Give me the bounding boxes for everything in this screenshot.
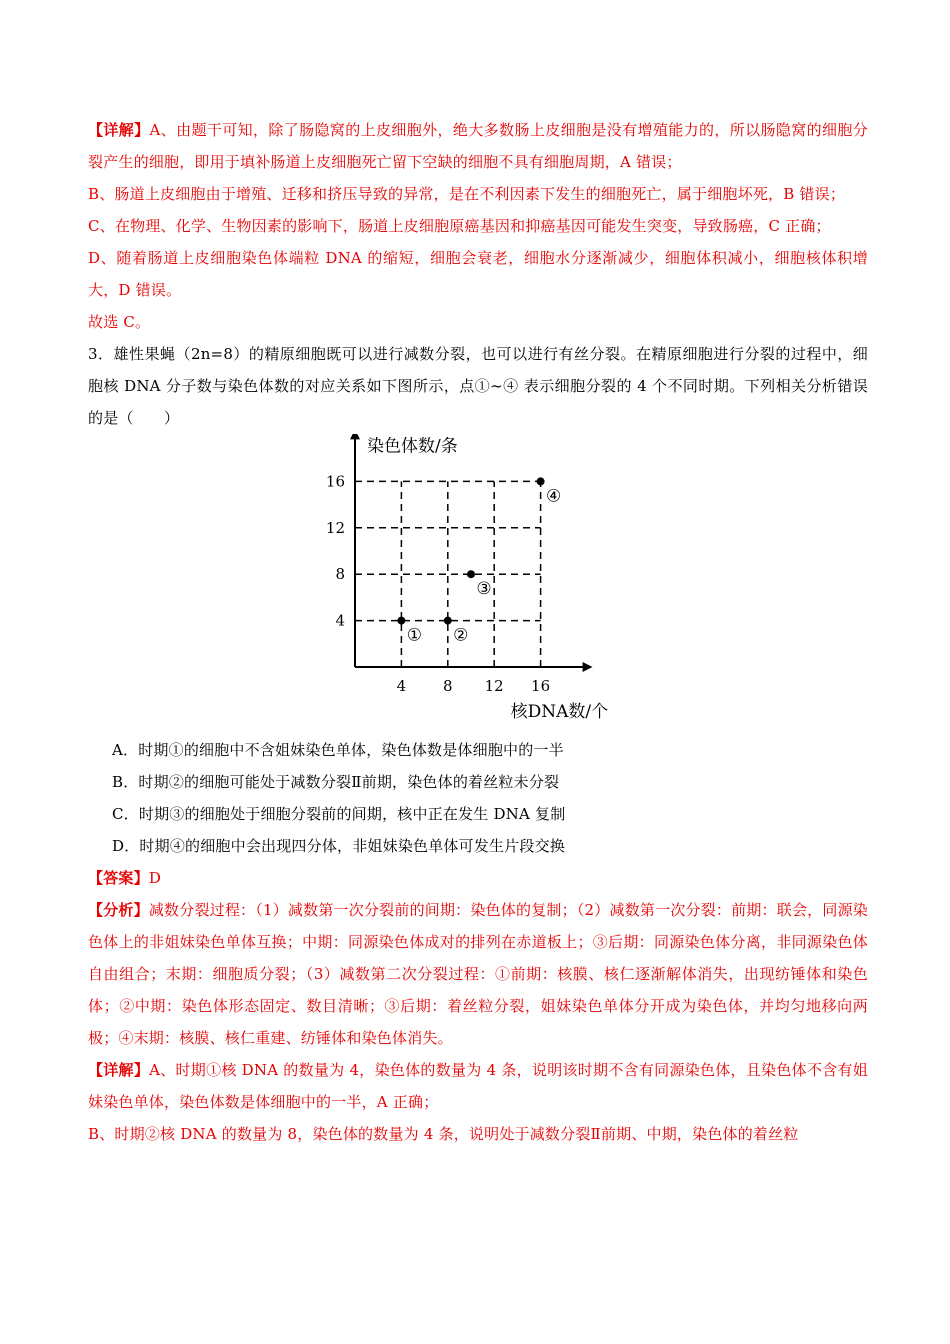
- answer-value: D: [148, 869, 162, 887]
- data-point: [444, 617, 452, 625]
- x-tick-label: 12: [484, 677, 504, 695]
- answer-line: [88, 862, 868, 894]
- y-tick-label: 4: [335, 611, 345, 630]
- chart-grid: [355, 481, 541, 667]
- x-tick-label: 4: [396, 677, 407, 695]
- detail2-tag: 【详解】: [88, 1061, 150, 1079]
- chart-figure: [88, 434, 868, 734]
- y-axis-label: 染色体数/条: [367, 436, 458, 457]
- chart-svg: [88, 434, 868, 734]
- detail-paragraph-a: 【详解】A、由题干可知，除了肠隐窝的上皮细胞外，绝大多数肠上皮细胞是没有增殖能力的，所以肠隐窝的细胞分裂产生的细胞，即用于填补肠道上皮细胞死亡留下空缺的细胞不具有细胞周期，A 错误；: [88, 121, 868, 171]
- x-tick-label: 16: [531, 677, 551, 695]
- option-a: A．时期①的细胞中不含姐妹染色单体，染色体数是体细胞中的一半: [112, 741, 564, 759]
- detail2-paragraph-a: 【详解】A、时期①核 DNA 的数量为 4，染色体的数量为 4 条，说明该时期不含有同源染色体，且染色体不含有姐妹染色单体，染色体数是体细胞中的一半，A 正确；: [88, 1061, 868, 1111]
- chart-ticks: [326, 472, 550, 695]
- data-point: [537, 477, 545, 485]
- y-tick-label: 16: [325, 472, 345, 491]
- option-b: B．时期②的细胞可能处于减数分裂Ⅱ前期，染色体的着丝粒未分裂: [112, 773, 560, 791]
- detail2-paragraph-b: B、时期②核 DNA 的数量为 8，染色体的数量为 4 条，说明处于减数分裂Ⅱ前期、中期，染色体的着丝粒: [88, 1125, 799, 1143]
- choice-line: 故选 C。: [88, 313, 151, 331]
- detail-paragraph-c: C、在物理、化学、生物因素的影响下，肠道上皮细胞原癌基因和抑癌基因可能发生突变，导致肠癌，C 正确；: [88, 217, 831, 235]
- data-point-label: ②: [453, 625, 469, 646]
- option-c: C．时期③的细胞处于细胞分裂前的间期，核中正在发生 DNA 复制: [112, 805, 566, 823]
- data-point-label: ④: [545, 486, 562, 507]
- data-point: [467, 570, 475, 578]
- y-tick-label: 12: [325, 518, 345, 537]
- detail-tag: 【详解】: [88, 121, 150, 139]
- question-stem: 3．雄性果蝇（2n=8）的精原细胞既可以进行减数分裂，也可以进行有丝分裂。在精原细胞进行分裂的过程中，细胞核 DNA 分子数与染色体数的对应关系如下图所示，点①~④ 表示细胞分裂的 4 个不同时期。下列相关分析错误的是（ ）: [88, 345, 868, 427]
- detail-paragraph-b: B、肠道上皮细胞由于增殖、迁移和挤压导致的异常，是在不利因素下发生的细胞死亡，属于细胞坏死，B 错误；: [88, 185, 846, 203]
- y-tick-label: 8: [335, 565, 345, 584]
- document-page: [88, 114, 868, 1150]
- option-d: D．时期④的细胞中会出现四分体，非姐妹染色单体可发生片段交换: [112, 837, 566, 855]
- detail-paragraph-d: D、随着肠道上皮细胞染色体端粒 DNA 的缩短，细胞会衰老，细胞水分逐渐减少，细胞体积减小，细胞核体积增大，D 错误。: [88, 249, 868, 299]
- analysis-tag: 【分析】: [88, 901, 149, 919]
- data-point: [397, 617, 405, 625]
- data-point-label: ①: [406, 625, 423, 646]
- data-point-label: ③: [476, 579, 492, 600]
- analysis-paragraph: 【分析】减数分裂过程：（1）减数第一次分裂前的间期：染色体的复制；（2）减数第一次分裂：前期：联会，同源染色体上的非姐妹染色单体互换；中期：同源染色体成对的排列在赤道板上；③后期：同源染色体分离，非同源染色体自由组合；末期：细胞质分裂；（3）减数第二次分裂过程：①前期：核膜、核仁逐渐解体消失，出现纺锤体和染色体；②中期：染色体形态固定、数目清晰；③后期：着丝粒分裂，姐妹染色单体分开成为染色体，并均匀地移向两极；④末期：核膜、核仁重建、纺锤体和染色体消失。: [88, 901, 868, 1047]
- x-axis-label: 核DNA数/个: [510, 702, 609, 722]
- answer-tag: 【答案】: [88, 869, 149, 887]
- x-tick-label: 8: [443, 677, 453, 695]
